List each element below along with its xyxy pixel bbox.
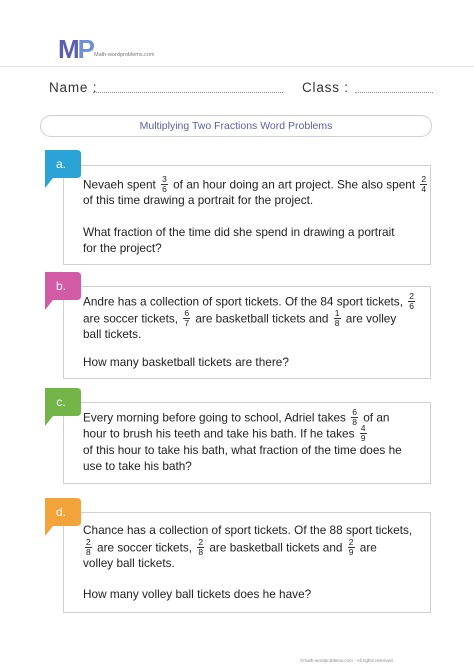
class-field[interactable] bbox=[355, 92, 433, 93]
logo-mark: MP bbox=[58, 34, 94, 64]
name-label: Name : bbox=[49, 80, 98, 95]
name-field[interactable] bbox=[93, 92, 283, 93]
problem-d-line-3: volley ball tickets. bbox=[83, 556, 175, 570]
fraction: $\frac{4}{9}$ bbox=[360, 423, 366, 443]
problem-a-question-2: for the project? bbox=[83, 241, 162, 255]
fraction: $\frac{2}{4}$ bbox=[421, 174, 427, 194]
problem-b-question: How many basketball tickets are there? bbox=[83, 355, 289, 369]
fraction: $\frac{6}{7}$ bbox=[184, 308, 190, 328]
problem-a-question-1: What fraction of the time did she spend in drawing a portrait bbox=[83, 225, 395, 239]
fraction: $\frac{2}{8}$ bbox=[198, 537, 204, 557]
worksheet-title: Multiplying Two Fractions Word Problems bbox=[40, 115, 432, 137]
problem-c-line-1: Every morning before going to school, Adriel takes $\frac{6}{8}$ of an bbox=[83, 407, 390, 427]
fraction: $\frac{2}{9}$ bbox=[348, 537, 354, 557]
problem-b-line-3: ball tickets. bbox=[83, 327, 142, 341]
problem-a-line-2: of this time drawing a portrait for the project. bbox=[83, 193, 314, 207]
problem-c-line-3: of this hour to take his bath, what fraction of the time does he bbox=[83, 443, 402, 457]
site-logo bbox=[58, 36, 178, 64]
problem-d-line-2: $\frac{2}{8}$ are soccer tickets, $\frac{2}{8}$ are basketball tickets and $\frac{2}{9}$ are bbox=[86, 537, 377, 557]
problem-c-line-2: hour to brush his teeth and take his bath. If he takes $\frac{4}{9}$ bbox=[83, 423, 366, 443]
fraction: $\frac{6}{8}$ bbox=[352, 407, 357, 427]
problem-card-b bbox=[63, 286, 431, 379]
fraction: $\frac{3}{6}$ bbox=[162, 174, 167, 194]
problem-b-line-1: Andre has a collection of sport tickets. Of the 84 sport tickets, $\frac{2}{6}$ bbox=[83, 291, 414, 311]
problem-d-question: How many volley ball tickets does he have? bbox=[83, 587, 312, 601]
problem-a-line-1: Nevaeh spent $\frac{3}{6}$ of an hour doing an art project. She also spent $\frac{2}{4}$ bbox=[83, 174, 427, 194]
fraction: $\frac{2}{6}$ bbox=[409, 291, 414, 311]
badge-b: b. bbox=[41, 272, 81, 300]
copyright-footer: ©math-wordproblems.com · All rights reserved. bbox=[300, 658, 394, 663]
badge-a: a. bbox=[41, 150, 81, 178]
header-divider bbox=[0, 66, 474, 67]
logo-site-name: Math-wordproblems.com bbox=[94, 52, 155, 58]
problem-d-line-1: Chance has a collection of sport tickets. Of the 88 sport tickets, bbox=[83, 523, 413, 537]
problem-b-line-2: are soccer tickets, $\frac{6}{7}$ are basketball tickets and $\frac{1}{8}$ are volley bbox=[83, 308, 397, 328]
problem-card-d bbox=[63, 512, 431, 613]
fraction: $\frac{1}{8}$ bbox=[334, 308, 340, 328]
problem-c-line-4: use to take his bath? bbox=[83, 459, 192, 473]
badge-d: d. bbox=[41, 498, 81, 526]
fraction: $\frac{2}{8}$ bbox=[86, 537, 91, 557]
problem-card-c bbox=[63, 402, 431, 484]
badge-c: c. bbox=[41, 388, 81, 416]
problem-card-a bbox=[63, 165, 431, 265]
class-label: Class : bbox=[302, 80, 349, 95]
